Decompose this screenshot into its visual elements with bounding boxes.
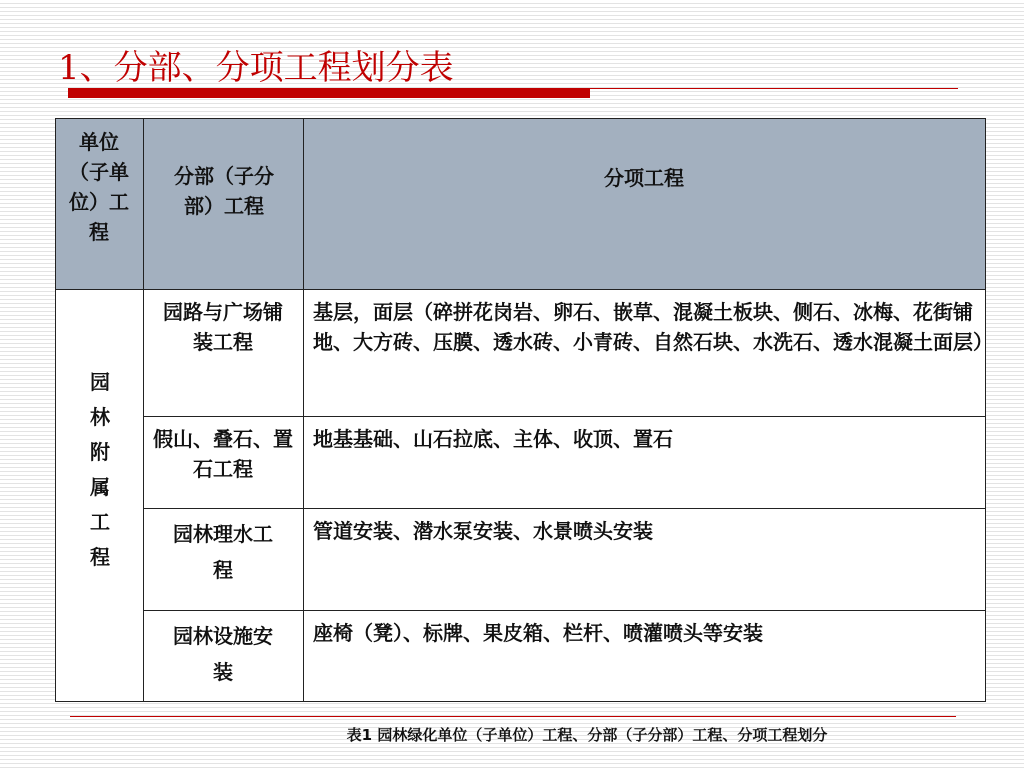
grid-line (143, 416, 985, 417)
header-item: 分项工程 (604, 166, 684, 190)
table-row-division: 园林理水工程 (173, 522, 273, 582)
slide-title: 1、分部、分项工程划分表 (58, 48, 454, 88)
header-unit: 单位（子单位）工程 (69, 130, 129, 244)
table-row-items: 座椅（凳）、标牌、果皮箱、栏杆、喷灌喷头等安装 (313, 621, 763, 645)
unit-name: 园林附属工程 (90, 370, 110, 569)
title-underline-bar (68, 88, 590, 98)
header-division-cell (143, 119, 303, 289)
grid-line (143, 119, 144, 701)
table-row-items: 基层，面层（碎拼花岗岩、卵石、嵌草、混凝土板块、侧石、冰梅、花街铺地、大方砖、压膜、透水砖、小青砖、自然石块、水洗石、透水混凝土面层） (313, 300, 993, 354)
table-row-items: 管道安装、潜水泵安装、水景喷头安装 (313, 519, 653, 543)
table-row-items: 地基基础、山石拉底、主体、收顶、置石 (313, 427, 673, 451)
table-row-division: 园林设施安装 (173, 624, 273, 684)
grid-line (303, 119, 304, 701)
header-item-cell (303, 119, 985, 289)
grid-line (56, 289, 985, 290)
caption-divider (70, 716, 956, 717)
table-caption: 表1 园林绿化单位（子单位）工程、分部（子分部）工程、分项工程划分 (346, 726, 828, 744)
unit-name-cell (56, 289, 143, 701)
header-unit-cell (56, 119, 143, 289)
grid-line (143, 508, 985, 509)
title-underline-line (590, 88, 958, 89)
division-table (55, 118, 993, 702)
grid-line (143, 610, 985, 611)
table-row-division: 园路与广场铺装工程 (163, 300, 283, 354)
table-row-division: 假山、叠石、置石工程 (153, 427, 293, 481)
header-division: 分部（子分部）工程 (174, 164, 274, 218)
